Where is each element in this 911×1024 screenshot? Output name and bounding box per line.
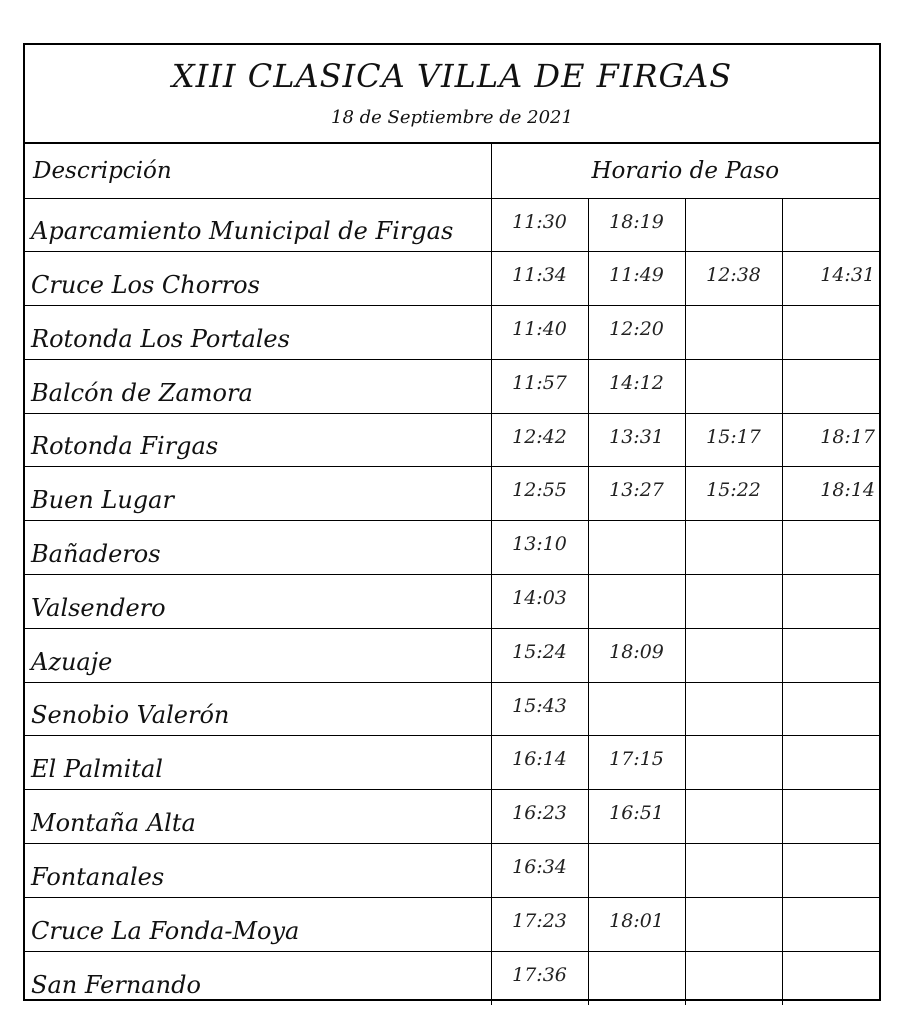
time-cell	[782, 844, 879, 898]
time-cell	[588, 844, 685, 898]
time-cell	[685, 575, 782, 629]
time-cell: 15:43	[491, 682, 588, 736]
table-header-row	[25, 144, 879, 198]
location-cell: Buen Lugar	[25, 467, 491, 521]
time-cell: 11:57	[491, 359, 588, 413]
time-cell: 16:23	[491, 790, 588, 844]
time-cell	[588, 575, 685, 629]
location-cell: Balcón de Zamora	[25, 359, 491, 413]
time-cell	[588, 521, 685, 575]
time-cell: 11:40	[491, 306, 588, 360]
time-cell: 14:12	[588, 359, 685, 413]
time-cell	[685, 198, 782, 252]
time-cell	[685, 682, 782, 736]
time-cell	[782, 521, 879, 575]
time-cell: 14:31	[782, 252, 879, 306]
location-cell: San Fernando	[25, 951, 491, 1005]
time-cell: 13:31	[588, 413, 685, 467]
table-row	[25, 897, 879, 951]
time-cell: 13:10	[491, 521, 588, 575]
location-cell: Valsendero	[25, 575, 491, 629]
time-cell	[685, 628, 782, 682]
location-cell: Azuaje	[25, 628, 491, 682]
time-cell: 13:27	[588, 467, 685, 521]
time-cell: 11:30	[491, 198, 588, 252]
table-row	[25, 521, 879, 575]
time-cell	[685, 897, 782, 951]
time-cell: 15:17	[685, 413, 782, 467]
location-cell: Bañaderos	[25, 521, 491, 575]
time-cell: 16:14	[491, 736, 588, 790]
time-cell	[685, 736, 782, 790]
table-row	[25, 951, 879, 1005]
time-cell: 16:34	[491, 844, 588, 898]
table-row	[25, 252, 879, 306]
time-cell: 12:20	[588, 306, 685, 360]
time-cell	[782, 198, 879, 252]
time-cell: 15:22	[685, 467, 782, 521]
time-cell	[782, 359, 879, 413]
table-row	[25, 628, 879, 682]
time-cell: 18:09	[588, 628, 685, 682]
table-row	[25, 736, 879, 790]
time-cell: 12:55	[491, 467, 588, 521]
location-cell: Fontanales	[25, 844, 491, 898]
location-cell: Cruce Los Chorros	[25, 252, 491, 306]
time-cell	[588, 682, 685, 736]
time-cell	[588, 951, 685, 1005]
time-cell	[685, 521, 782, 575]
time-cell	[685, 306, 782, 360]
location-cell: Cruce La Fonda-Moya	[25, 897, 491, 951]
location-cell: Aparcamiento Municipal de Firgas	[25, 198, 491, 252]
time-cell	[782, 897, 879, 951]
location-cell: Montaña Alta	[25, 790, 491, 844]
location-cell: Senobio Valerón	[25, 682, 491, 736]
location-cell: El Palmital	[25, 736, 491, 790]
time-cell	[782, 575, 879, 629]
table-row	[25, 682, 879, 736]
title-block	[25, 45, 879, 144]
time-cell: 17:15	[588, 736, 685, 790]
location-cell: Rotonda Los Portales	[25, 306, 491, 360]
time-cell: 17:23	[491, 897, 588, 951]
table-row	[25, 467, 879, 521]
time-cell: 18:14	[782, 467, 879, 521]
schedule-table	[25, 144, 879, 1005]
table-row	[25, 790, 879, 844]
time-cell	[685, 844, 782, 898]
time-cell: 14:03	[491, 575, 588, 629]
time-cell	[685, 790, 782, 844]
time-cell: 12:42	[491, 413, 588, 467]
time-cell: 15:24	[491, 628, 588, 682]
time-cell: 17:36	[491, 951, 588, 1005]
table-row	[25, 198, 879, 252]
table-row	[25, 413, 879, 467]
time-cell: 18:17	[782, 413, 879, 467]
times-header: Horario de Paso	[491, 144, 879, 198]
document-date: 18 de Septiembre de 2021	[331, 107, 573, 128]
time-cell	[782, 736, 879, 790]
time-cell: 18:01	[588, 897, 685, 951]
schedule-frame	[23, 43, 881, 1001]
time-cell	[685, 359, 782, 413]
time-cell: 11:34	[491, 252, 588, 306]
time-cell	[782, 790, 879, 844]
time-cell	[782, 951, 879, 1005]
description-header: Descripción	[25, 144, 491, 198]
document-title: XIII CLASICA VILLA DE FIRGAS	[171, 57, 733, 95]
time-cell: 12:38	[685, 252, 782, 306]
location-cell: Rotonda Firgas	[25, 413, 491, 467]
time-cell	[782, 306, 879, 360]
time-cell	[782, 682, 879, 736]
time-cell: 16:51	[588, 790, 685, 844]
table-row	[25, 844, 879, 898]
time-cell: 11:49	[588, 252, 685, 306]
time-cell	[782, 628, 879, 682]
table-row	[25, 359, 879, 413]
table-row	[25, 306, 879, 360]
time-cell	[685, 951, 782, 1005]
time-cell: 18:19	[588, 198, 685, 252]
table-row	[25, 575, 879, 629]
